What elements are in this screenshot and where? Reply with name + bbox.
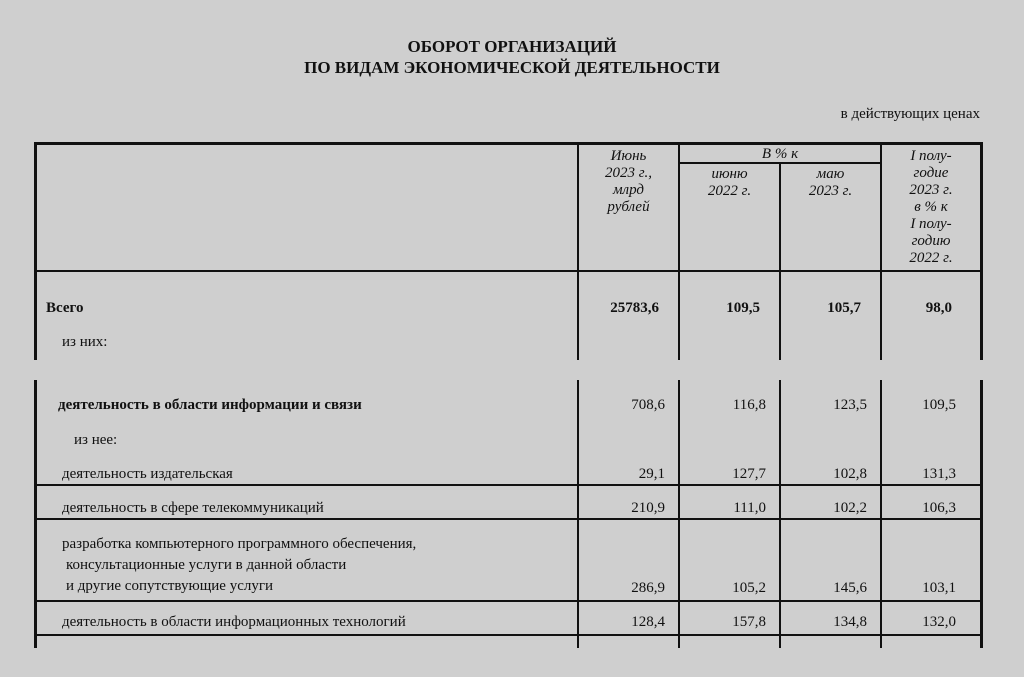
- row-value: 116,8: [732, 397, 766, 413]
- row-value: 103,1: [922, 580, 956, 596]
- row-separator: [34, 518, 982, 520]
- row-separator: [34, 600, 982, 602]
- right-border-bottom: [980, 380, 983, 648]
- header-may-2023: маю 2023 г.: [808, 166, 853, 199]
- row-value: 210,9: [631, 500, 665, 516]
- row-label-of-them: из них:: [62, 334, 108, 350]
- row-value: 128,4: [631, 614, 665, 630]
- row-value: 109,5: [726, 300, 760, 316]
- title-line-2: ПО ВИДАМ ЭКОНОМИЧЕСКОЙ ДЕЯТЕЛЬНОСТИ: [304, 58, 720, 77]
- row-value: 286,9: [631, 580, 665, 596]
- left-border-bottom: [34, 380, 37, 648]
- price-note: в действующих ценах: [840, 106, 980, 122]
- row-value: 102,8: [833, 466, 867, 482]
- document-title: [0, 36, 1024, 78]
- row-label-total: Всего: [46, 300, 84, 316]
- row-value: 102,2: [833, 500, 867, 516]
- row-separator: [34, 634, 982, 636]
- row-value: 25783,6: [610, 300, 659, 316]
- row-label-software-line-1: разработка компьютерного программного обеспечения,: [62, 536, 417, 552]
- row-label-of-it: из нее:: [74, 432, 118, 448]
- row-value: 111,0: [733, 500, 766, 516]
- header-bottom-border: [34, 270, 982, 272]
- row-value: 708,6: [631, 397, 665, 413]
- row-label-publishing: деятельность издательская: [62, 466, 233, 482]
- header-half-year: I полу- годие 2023 г. в % к I полу- годию 2022 г.: [909, 148, 953, 266]
- row-label-info-comm: деятельность в области информации и связи: [58, 397, 362, 413]
- header-percent-group: В % к: [761, 146, 799, 162]
- row-value: 98,0: [925, 300, 952, 316]
- header-june-2022: июню 2022 г.: [707, 166, 752, 199]
- row-value: 157,8: [732, 614, 766, 630]
- right-border-top: [980, 142, 983, 360]
- row-value: 127,7: [732, 466, 766, 482]
- row-value: 105,7: [827, 300, 861, 316]
- row-value: 109,5: [922, 397, 956, 413]
- row-value: 106,3: [922, 500, 956, 516]
- row-value: 134,8: [833, 614, 867, 630]
- title-line-1: ОБОРОТ ОРГАНИЗАЦИЙ: [407, 37, 617, 56]
- row-label-telecom: деятельность в сфере телекоммуникаций: [62, 500, 324, 516]
- table-top-border: [34, 142, 982, 145]
- turnover-table: [34, 142, 982, 647]
- row-value: 131,3: [922, 466, 956, 482]
- row-value: 123,5: [833, 397, 867, 413]
- row-separator: [34, 484, 982, 486]
- row-label-software-line-2: консультационные услуги в данной области: [66, 557, 347, 573]
- row-value: 145,6: [833, 580, 867, 596]
- row-value: 29,1: [638, 466, 665, 482]
- row-label-it: деятельность в области информационных технологий: [62, 614, 406, 630]
- row-value: 105,2: [732, 580, 766, 596]
- row-value: 132,0: [922, 614, 956, 630]
- left-border-top: [34, 142, 37, 360]
- header-june-2023: Июнь 2023 г., млрд рублей: [605, 148, 652, 215]
- row-label-software-line-3: и другие сопутствующие услуги: [66, 578, 274, 594]
